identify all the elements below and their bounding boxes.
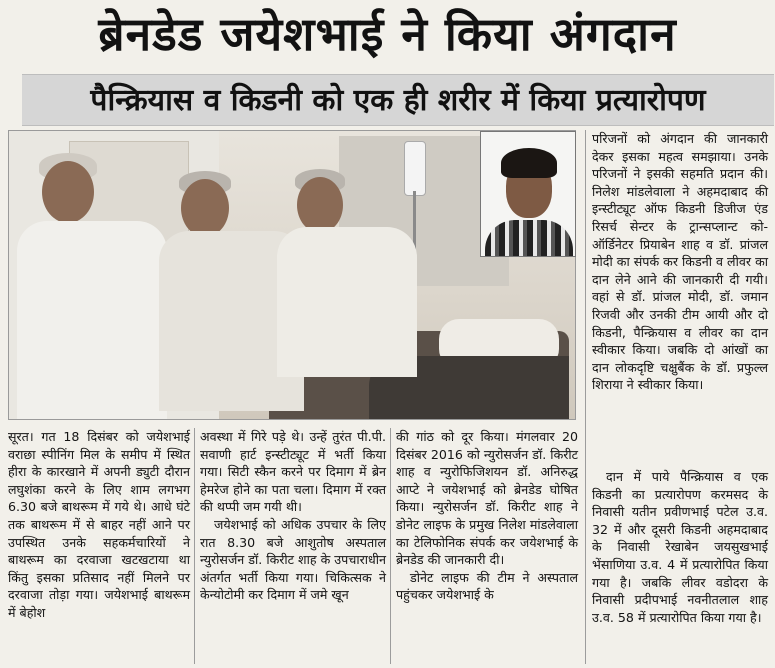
article-column-1 <box>8 428 190 622</box>
paragraph: दान में पाये पैन्क्रियास व एक किडनी का प्रत्यारोपण करमसद के निवासी यतीन प्रवीणभाई पटेल उ.व. 32 में और दूसरी किडनी अहमदाबाद के निवासी रेखाबेन जयसुखभाई भेंसाणिया उ.व. 4 में प्रत्यारोपित किया गया है। जबकि लीवर वडोदरा के निवासी प्रदीपभाई नवनीतलाल शाह उ.व. 58 में प्रत्यारोपित किया गया है। <box>592 469 768 625</box>
column-divider <box>194 428 195 664</box>
right-column-continued <box>592 468 768 626</box>
donor-portrait <box>480 131 576 257</box>
iv-bag-icon <box>404 141 426 196</box>
subheadline: पैन्क्रियास व किडनी को एक ही शरीर में किया प्रत्यारोपण <box>22 74 774 126</box>
paragraph: डोनेट लाइफ की टीम ने अस्पताल पहुंचकर जयेशभाई के <box>396 569 578 603</box>
article-column-2 <box>200 428 386 604</box>
article-column-3 <box>396 428 578 604</box>
right-column <box>592 130 768 394</box>
column-divider <box>585 130 586 664</box>
paragraph: जयेशभाई को अधिक उपचार के लिए रात 8.30 बजे आशुतोष अस्पताल न्युरोसर्जन डॉ. किरीट शाह के उपचाराधीन अंतर्गत भर्ती किया गया। चिकित्सक ने केन्योटोमी कर दिमाग में जमे खून <box>200 516 386 603</box>
paragraph: अवस्था में गिरे पड़े थे। उन्हें तुरंत पी.पी. सवाणी हार्ट इन्स्टीट्यूट में भर्ती किया गया। सिटी स्कैन करने पर दिमाग में ब्रेन हेमरेज होने का पता चला। दिमाग में रक्त की थप्पी जम गयी थी। <box>200 429 386 515</box>
column-divider <box>390 428 391 664</box>
headline: ब्रेनडेड जयेशभाई ने किया अंगदान <box>98 7 677 61</box>
paragraph: की गांठ को दूर किया। मंगलवार 20 दिसंबर 2016 को न्युरोसर्जन डॉ. किरीट शाह व न्युरोफिजिशयन डॉ. अनिरुद्ध आप्टे ने जयेशभाई को ब्रेनडेड घोषित किया। न्युरोसर्जन डॉ. किरीट शाह ने डोनेट लाइफ के प्रमुख निलेश मांडलेवाला का टेलिफोनिक संपर्क कर जयेशभाई के ब्रेनडेड की जानकारी दी। <box>396 429 578 568</box>
paragraph: सूरत। गत 18 दिसंबर को जयेशभाई वराछा स्पीनिंग मिल के समीप में स्थित हीरा के कारखाने में अपनी ड्युटी दौरान लघुशंका करने के लिए शाम लगभग 6.30 बजे बाथरूम में गये थे। आधे घंटे तक बाथरूम में से बाहर नहीं आने पर उपस्थित उनके सहकर्मचारियों ने बाथरूम का दरवाजा खटखटाया था किंतु इसका प्रतिसाद नहीं मिलने पर दरवाजा तोड़ा गया। जयेशभाई बाथरूम में बेहोश <box>8 429 190 620</box>
paragraph: परिजनों को अंगदान की जानकारी देकर इसका महत्व समझाया। उनके परिजनों ने इसकी सहमति प्रदान की। निलेश मांडलेवाला ने अहमदाबाद की इन्स्टीट्यूट ऑफ किडनी डिजीज एंड रिसर्च सेन्टर के ट्रान्सप्लान्ट को-ऑर्डिनेटर प्रियाबेन शाह व डॉ. प्रांजल मोदी का संपर्क कर किडनी व लीवर का दान लेने आने की जानकारी दी गयी। वहां से डॉ. प्रांजल मोदी, डॉ. जमान रिजवी और उनकी टीम आयी और दो किडनी, पैन्क्रियास व लीवर का दान स्वीकार किया। जबकि दो आंखों का दान लोकदृष्टि चक्षुबैंक के डॉ. प्रफुल्ल शिराया ने स्वीकार किया। <box>592 131 768 393</box>
